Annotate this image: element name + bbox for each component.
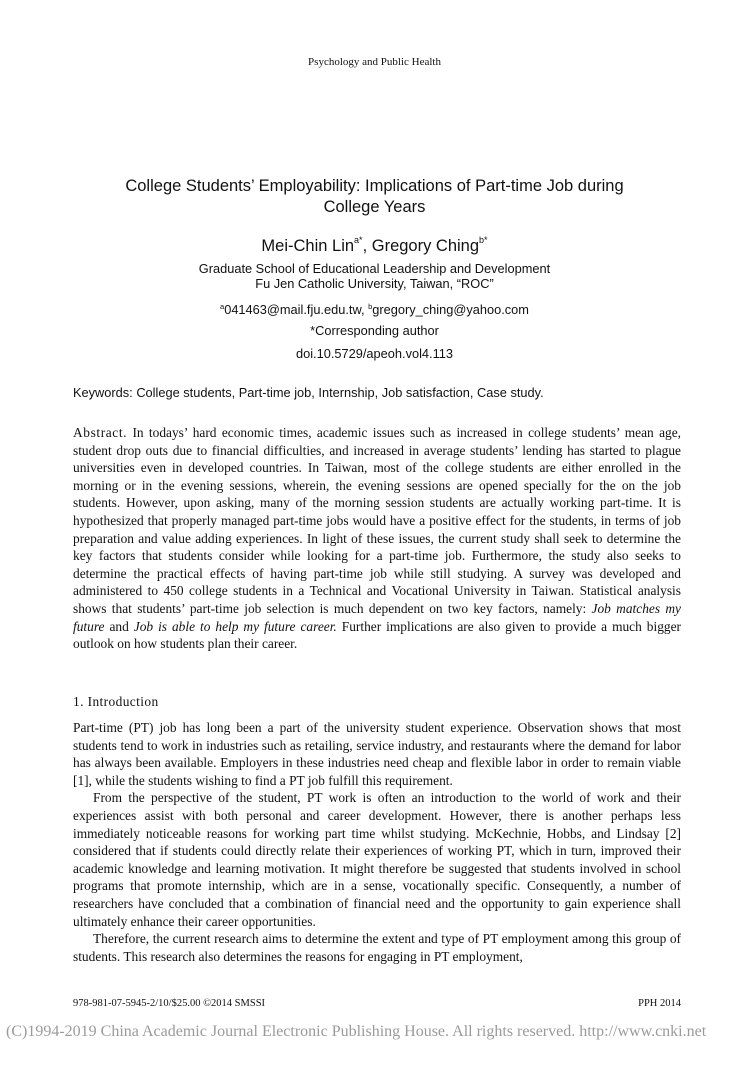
author-1-superscript: a*	[354, 235, 363, 245]
copyright-watermark: (C)1994-2019 China Academic Journal Electronic Publishing House. All rights reserved. http://www.cnki.net	[6, 1023, 707, 1040]
abstract-text-1: In todays’ hard economic times, academic issues such as increased in college students’ mean age, student drop outs due to financial difficulties, and increased in average students’ lending has started to plague universities even in developed countries. In Taiwan, most of the college students are either enrolled in the morning or in the evening sessions, wherein, the evening sessions are opened specially for the on the job students. However, upon asking, many of the morning session students are actually working part-time. It is hypothesized that properly managed part-time jobs would have a positive effect for the students, in terms of job preparation and value adding experiences. In light of these issues, the current study shall seek to determine the key factors that students consider while looking for a part-time job. Furthermore, the study also seeks to determine the practical effects of having part-time job while still studying. A survey was developed and administered to 450 college students in a Technical and Vocational University in Taiwan. Statistical analysis shows that students’ part-time job selection is much dependent on two key factors, namely:	[73, 425, 681, 616]
abstract-label: Abstract.	[73, 425, 128, 440]
intro-paragraph-3: Therefore, the current research aims to determine the extent and type of PT employment among this group of students. This research also determines the reasons for engaging in PT employment,	[73, 931, 681, 964]
keywords-label: Keywords:	[73, 385, 137, 400]
footer-journal: PPH 2014	[638, 998, 681, 1009]
author-2: Gregory Ching	[371, 237, 480, 255]
email-a-superscript: a	[220, 302, 225, 311]
corresponding-author: *Corresponding author	[310, 323, 439, 338]
abstract-text-2: Further implications are also given to provide a much bigger outlook on how students plan their career.	[73, 618, 681, 652]
affiliation	[60, 261, 689, 291]
running-head: Psychology and Public Health	[308, 56, 441, 68]
paper-title	[60, 176, 689, 218]
author-separator: ,	[362, 237, 372, 255]
keywords-list: College students, Part-time job, Internship, Job satisfaction, Case study.	[136, 385, 544, 400]
keywords	[73, 385, 693, 401]
email-b-superscript: b	[368, 302, 373, 311]
title-line-2: College Years	[323, 198, 426, 216]
email-b: gregory_ching@yahoo.com	[372, 302, 529, 317]
email-line	[60, 299, 689, 317]
authors	[60, 229, 689, 257]
title-line-1: College Students’ Employability: Implications of Part-time Job during	[125, 177, 624, 195]
intro-paragraph-1: Part-time (PT) job has long been a part of the university student experience. Observation shows that most students tend to work in industries such as retailing, service industry, and restaurants where the demand for labor has always been available. Employers in these industries need cheap and flexible labor in order to remain viable [1], while the students wishing to find a PT job fulfill this requirement.	[73, 720, 681, 788]
author-1: Mei-Chin Lin	[261, 237, 355, 255]
email-a: 041463@mail.fju.edu.tw,	[224, 302, 369, 317]
introduction-body	[73, 719, 681, 965]
abstract-italic-2: Job is able to help my future career.	[133, 618, 337, 634]
affiliation-line-2: Fu Jen Catholic University, Taiwan, “ROC”	[255, 276, 494, 291]
doi: doi.10.5729/apeoh.vol4.113	[295, 346, 454, 361]
abstract-and: and	[104, 618, 134, 634]
intro-paragraph-2: From the perspective of the student, PT work is often an introduction to the world of work and their experiences assist with both personal and career development. However, there is another perhaps less immediately noticeable reasons for working part time whilst studying. McKechnie, Hobbs, and Lindsay [2] considered that if students could directly relate their experiences of working PT, which in turn, improved their academic knowledge and learning motivation. It might therefore be suggested that students involved in school programs that promote internship, which are in a sense, vocationally specific. Consequently, a number of researchers have concluded that a combination of financial need and the opportunity to gain experience shall ultimately enhance their career opportunities.	[73, 790, 681, 929]
affiliation-line-1: Graduate School of Educational Leadership and Development	[198, 261, 551, 276]
abstract-italic-1: Job matches my future	[73, 600, 681, 634]
author-2-superscript: b*	[479, 235, 488, 245]
section-heading-introduction: 1. Introduction	[73, 694, 159, 709]
abstract	[73, 424, 681, 653]
footer-isbn: 978-981-07-5945-2/10/$25.00 ©2014 SMSSI	[73, 998, 266, 1009]
